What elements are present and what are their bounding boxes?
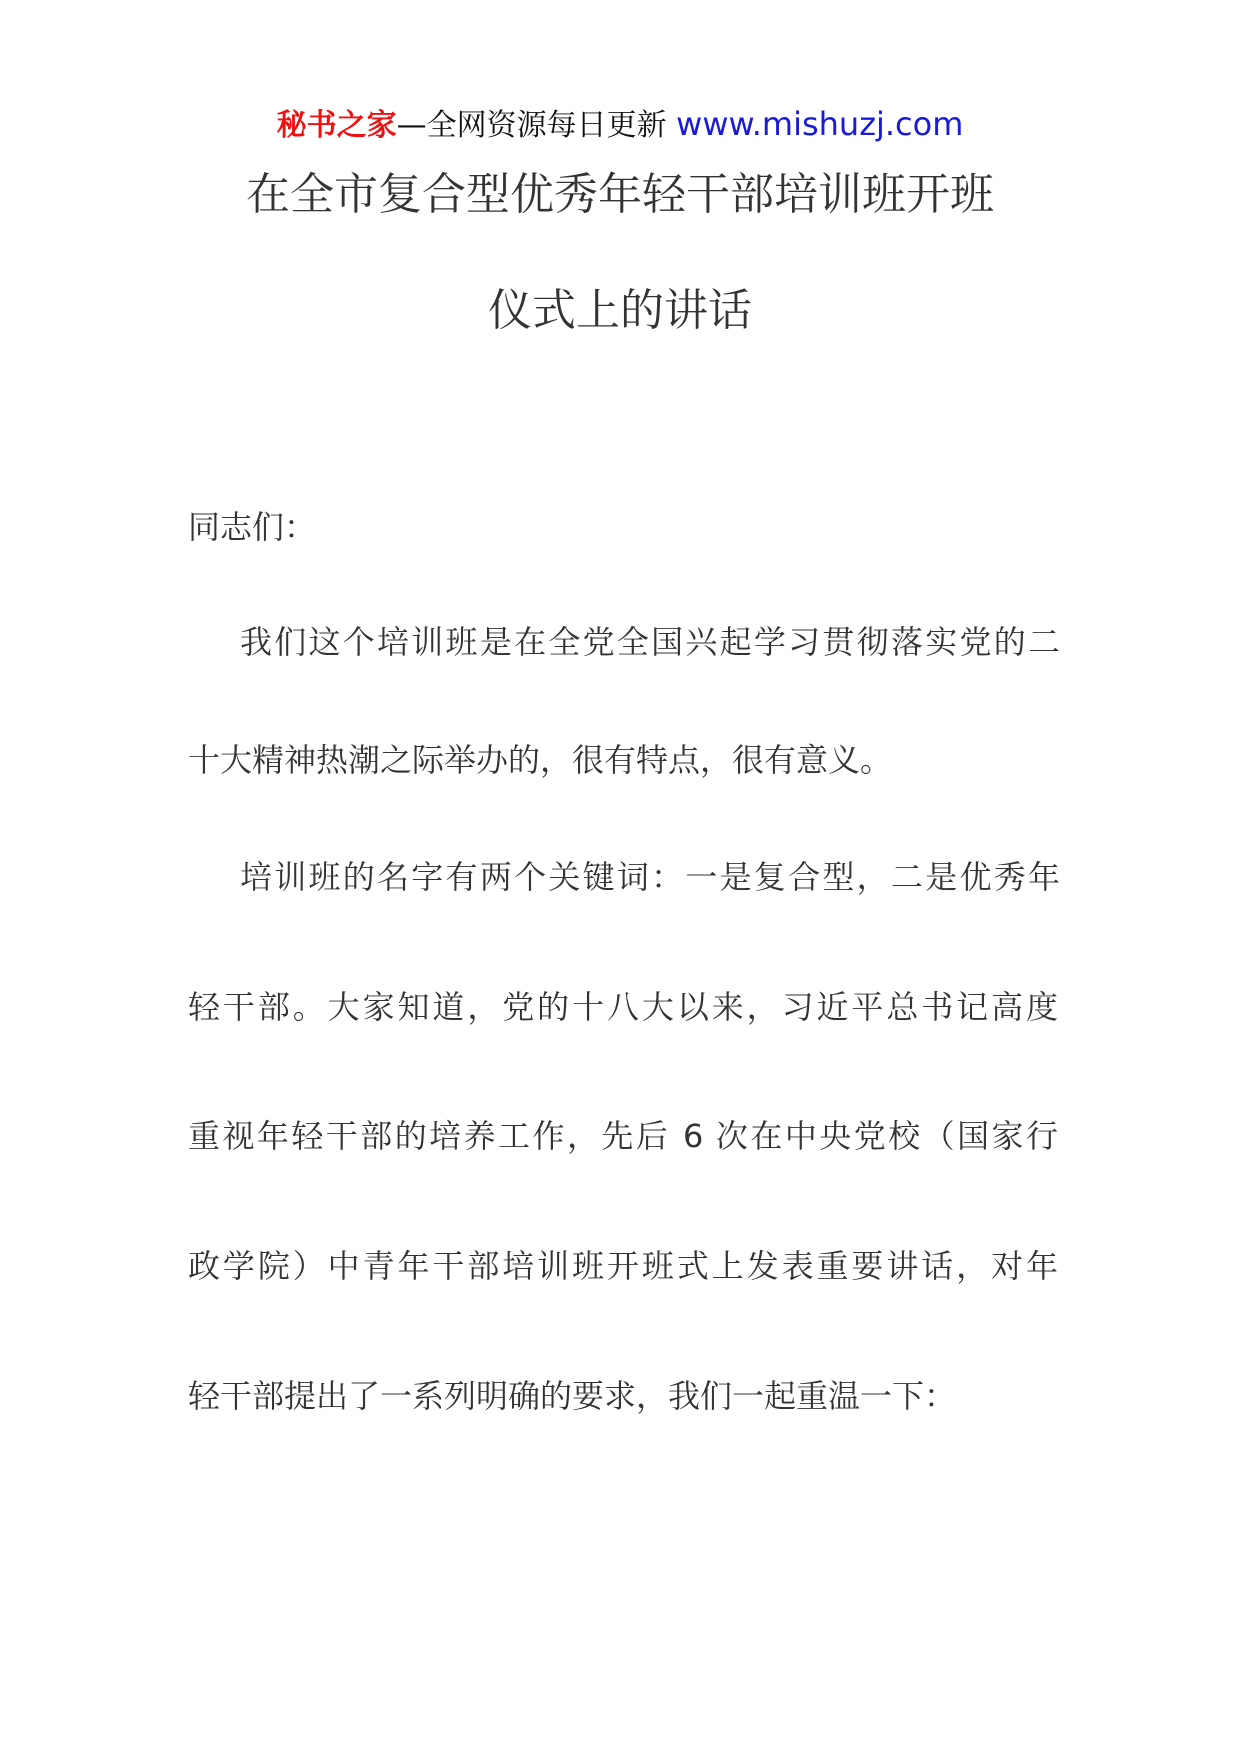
body-line-3: 培训班的名字有两个关键词：一是复合型，二是优秀年 (240, 858, 1060, 896)
header-tagline: —全网资源每日更新 (396, 108, 667, 143)
site-header (0, 104, 1240, 146)
body-line-2: 十大精神热潮之际举办的，很有特点，很有意义。 (188, 741, 893, 779)
body-line-7: 轻干部提出了一系列明确的要求，我们一起重温一下： (188, 1377, 957, 1415)
body-line-5: 重视年轻干部的培养工作，先后 6 次在中央党校（国家行 (188, 1117, 1058, 1155)
document-title-line-1: 在全市复合型优秀年轻干部培训班开班 (246, 169, 994, 220)
site-link[interactable]: www.mishuzj.com (676, 105, 964, 143)
brand-name: 秘书之家 (276, 108, 397, 143)
salutation: 同志们： (188, 508, 317, 546)
body-line-1: 我们这个培训班是在全党全国兴起学习贯彻落实党的二 (240, 623, 1060, 661)
body-line-4: 轻干部。大家知道，党的十八大以来，习近平总书记高度 (188, 988, 1058, 1026)
document-title-line-2: 仪式上的讲话 (488, 285, 752, 336)
body-line-6: 政学院）中青年干部培训班开班式上发表重要讲话，对年 (188, 1247, 1058, 1285)
